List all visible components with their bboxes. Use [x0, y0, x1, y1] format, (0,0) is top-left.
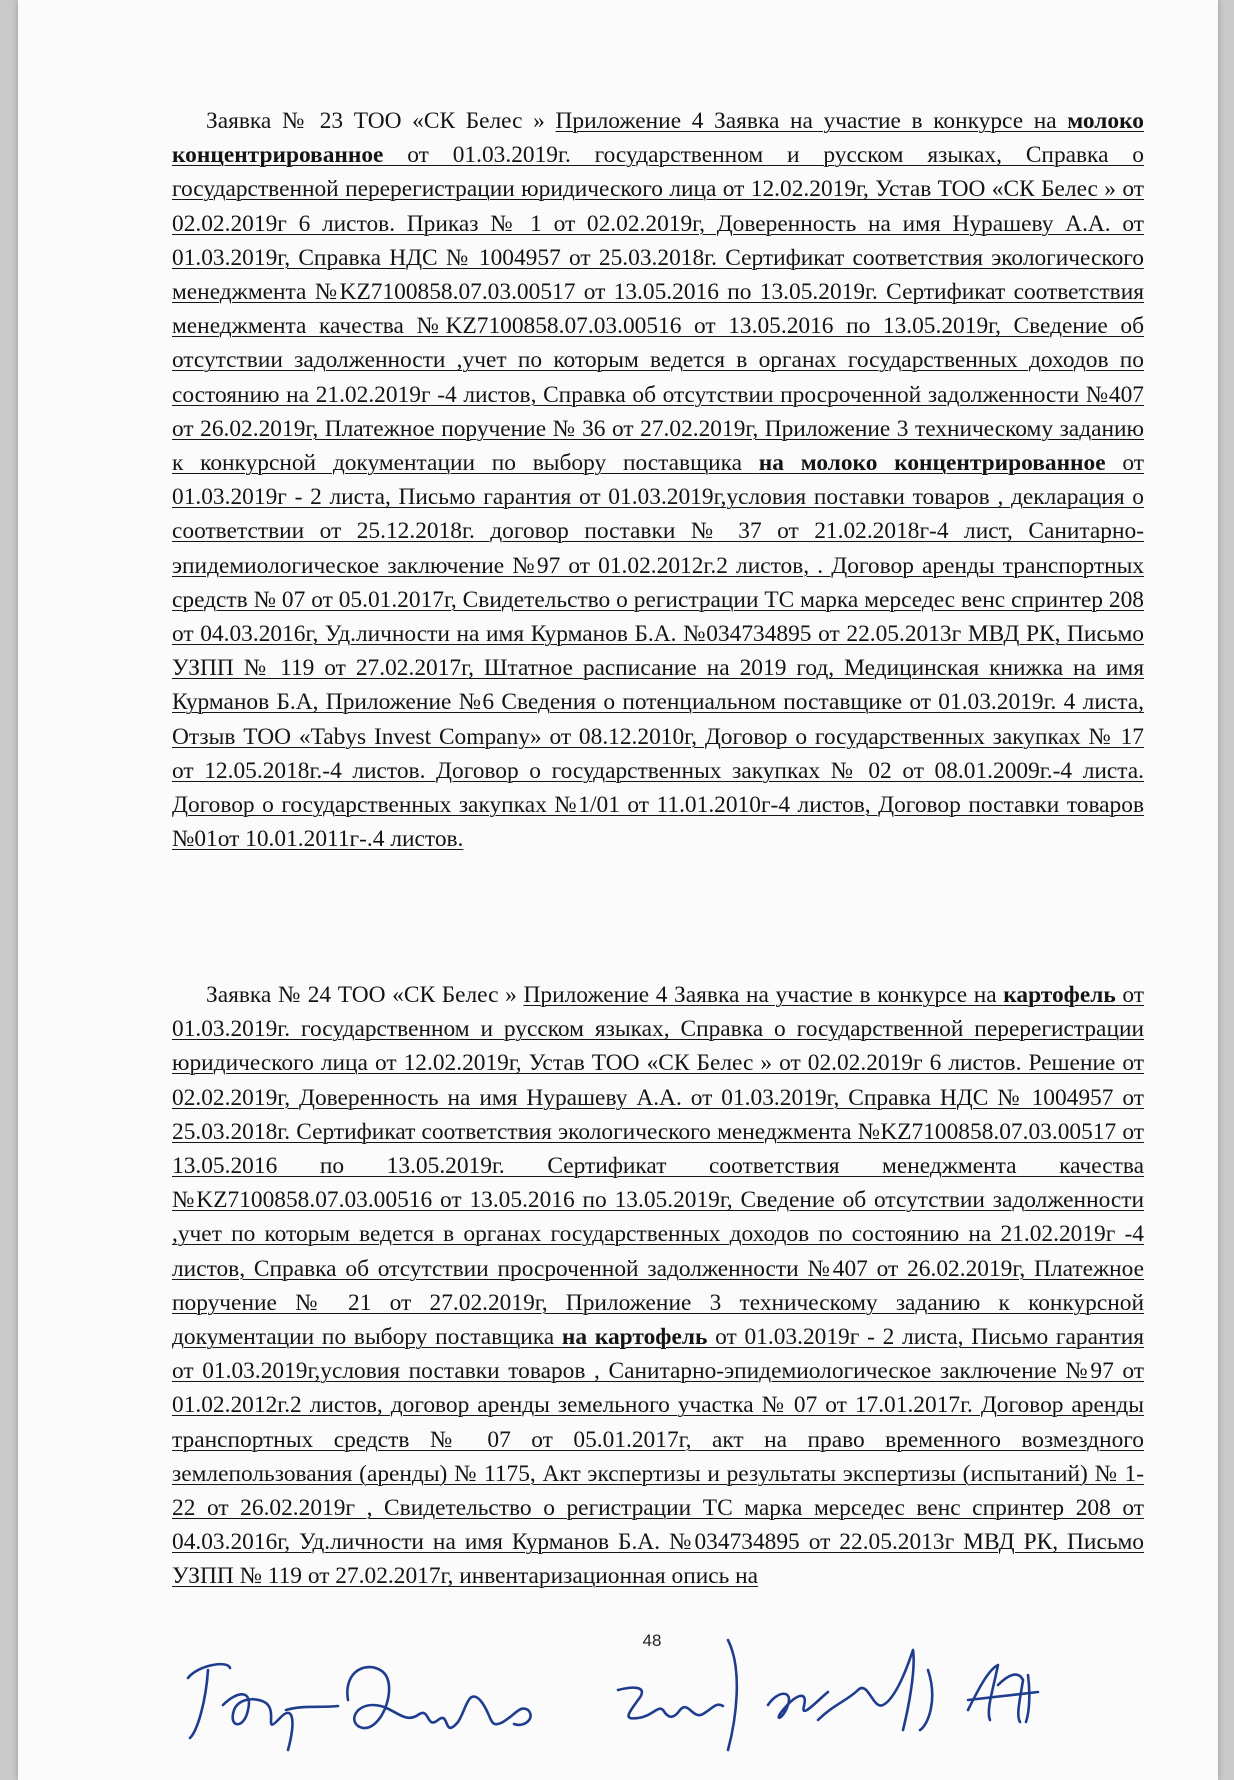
signature-4	[768, 1650, 932, 1730]
application-23-intro: Заявка № 23 ТОО «СК Белес »	[206, 108, 545, 134]
application-23-text-1: Приложение 4 Заявка на участие в конкурсе на	[555, 108, 1068, 134]
application-24-intro: Заявка № 24 ТОО «СК Белес »	[206, 982, 517, 1008]
application-24-text-1: Приложение 4 Заявка на участие в конкурсе на	[523, 982, 1004, 1008]
signature-5	[968, 1665, 1038, 1722]
application-24-product: картофель	[1003, 982, 1116, 1008]
application-24-product-repeat: на картофель	[561, 1324, 708, 1351]
application-23-product: молоко концентрированное	[172, 108, 1144, 169]
signatures-block	[168, 1610, 1148, 1760]
signature-3	[618, 1640, 737, 1750]
page-number: 48	[642, 1631, 662, 1650]
application-23-text-2: от 01.03.2019г. государственном и русском языках, Справка о государственной перерегистрации юридического лица от 12.02.2019г, Устав ТОО «СК Белес » от 02.02.2019г 6 листов. Приказ № 1 от 02.02.2019г, Доверенность на имя Нурашеву А.А. от 01.03.2019г, Справка НДС № 1004957 от 25.03.2018г. Сертификат соответствия экологического менеджмента №KZ7100858.07.03.00517 от 13.05.2016 по 13.05.2019г. Сертификат соответствия менеджмента качества №KZ7100858.07.03.00516 от 13.05.2016 по 13.05.2019г, Сведение об отсутствии задолженности ,учет по которым ведется в органах государственных доходов по состоянию на 21.02.2019г -4 листов, Справка об отсутствии просроченной задолженности №407 от 26.02.2019г, Платежное поручение № 36 от 27.02.2019г, Приложение 3 техническому заданию к конкурсной документации по выбору поставщика	[172, 142, 1144, 477]
application-23-text-3: от 01.03.2019г - 2 листа, Письмо гарантия от 01.03.2019г,условия поставки товаров , декларация о соответствии от 25.12.2018г. договор поставки № 37 от 21.02.2018г-4 лист, Санитарно-эпидемиологическое заключение №97 от 01.02.2012г.2 листов, . Договор аренды транспортных средств № 07 от 05.01.2017г, Свидетельство о регистрации ТС марка мерседес венс спринтер 208 от 04.03.2016г, Уд.личности на имя Курманов Б.А. №034734895 от 22.05.2013г МВД РК, Письмо УЗПП № 119 от 27.02.2017г, Штатное расписание на 2019 год, Медицинская книжка на имя Курманов Б.А, Приложение №6 Сведения о потенциальном поставщике от 01.03.2019г. 4 листа, Отзыв ТОО «Tabys Invest Company» от 08.12.2010г, Договор о государственных закупках № 17 от 12.05.2018г.-4 листов. Договор о государственных закупках № 02 от 08.01.2009г.-4 листа. Договор о государственных закупках №1/01 от 11.01.2010г-4 листов, Договор поставки товаров №01от 10.01.2011г-.4 листов.	[172, 450, 1145, 853]
signature-2	[347, 1667, 530, 1728]
application-23-paragraph	[172, 104, 1144, 856]
application-24-text-3: от 01.03.2019г - 2 листа, Письмо гарантия от 01.03.2019г,условия поставки товаров , Санитарно-эпидемиологическое заключение №97 от 01.02.2012г.2 листов, договор аренды земельного участка № 07 от 17.01.2017г. Договор аренды транспортных средств № 07 от 05.01.2017г, акт на право временного возмездного землепользования (аренды) № 1175, Акт экспертизы и результаты экспертизы (испытаний) № 1-22 от 26.02.2019г , Свидетельство о регистрации ТС марка мерседес венс спринтер 208 от 04.03.2016г, Уд.личности на имя Курманов Б.А. №034734895 от 22.05.2013г МВД РК, Письмо УЗПП № 119 от 27.02.2017г, инвентаризационная опись на	[172, 1324, 1144, 1590]
application-24-text-2: от 01.03.2019г. государственном и русском языках, Справка о государственной перерегистрации юридического лица от 12.02.2019г, Устав ТОО «СК Белес » от 02.02.2019г 6 листов. Решение от 02.02.2019г, Доверенность на имя Нурашеву А.А. от 01.03.2019г, Справка НДС № 1004957 от 25.03.2018г. Сертификат соответствия экологического менеджмента №KZ7100858.07.03.00517 от 13.05.2016 по 13.05.2019г. Сертификат соответствия менеджмента качества №KZ7100858.07.03.00516 от 13.05.2016 по 13.05.2019г, Сведение об отсутствии задолженности ,учет по которым ведется в органах государственных доходов по состоянию на 21.02.2019г -4 листов, Справка об отсутствии просроченной задолженности №407 от 26.02.2019г, Платежное поручение № 21 от 27.02.2019г, Приложение 3 техническому заданию к конкурсной документации по выбору поставщика	[172, 982, 1144, 1351]
signature-1	[188, 1664, 338, 1750]
document-page	[18, 0, 1218, 1780]
application-24-paragraph	[172, 978, 1144, 1594]
application-23-product-repeat: на молоко концентрированное	[758, 450, 1106, 477]
